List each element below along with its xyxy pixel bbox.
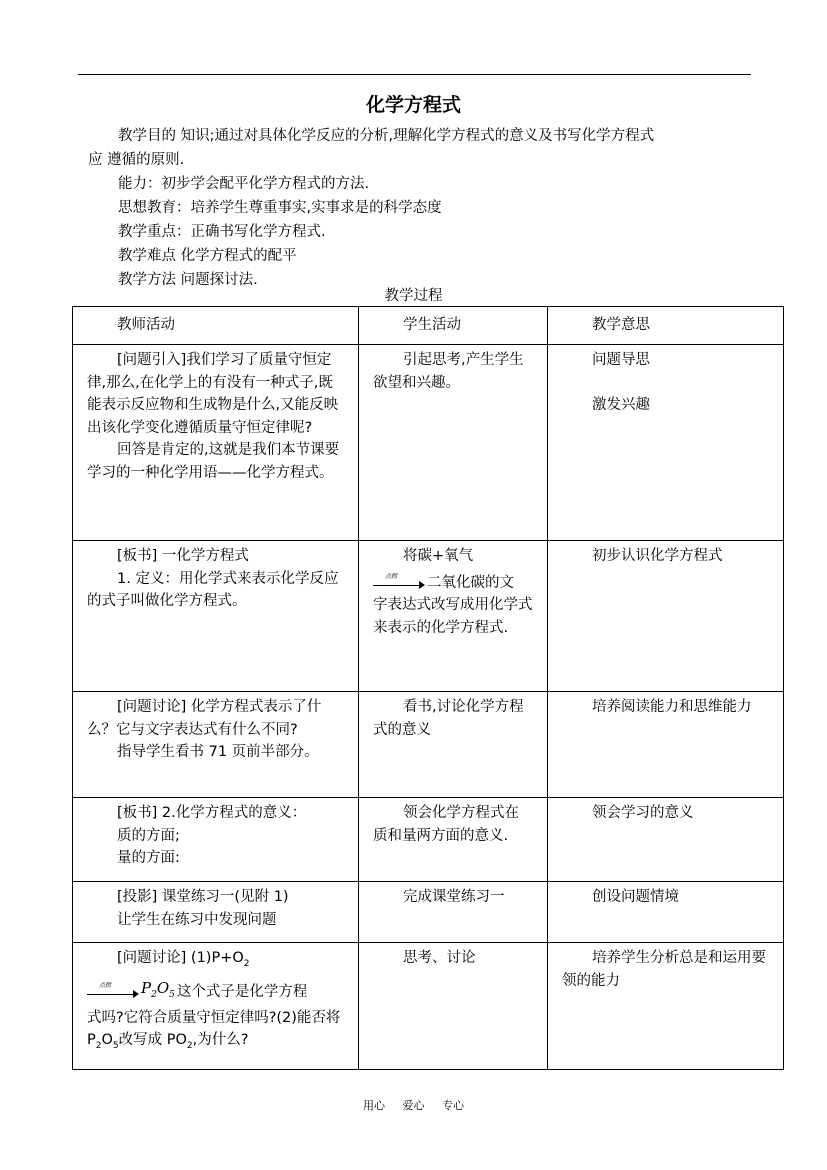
table-row xyxy=(73,345,784,541)
purpose-cell: 创设问题情境 xyxy=(548,882,784,943)
student-cell: 思考、讨论 xyxy=(359,943,548,1070)
table-row xyxy=(73,692,784,798)
page-footer: 用心 爱心 专心 xyxy=(363,1099,464,1112)
student-cell: 引起思考,产生学生欲望和兴趣。 xyxy=(359,345,548,541)
process-caption: 教学过程 xyxy=(384,288,443,304)
difficulty-line: 教学难点 化学方程式的配平 xyxy=(118,248,297,264)
student-cell: 领会化学方程式在质和量两方面的意义. xyxy=(359,798,548,882)
ideology-line: 思想教育：培养学生尊重事实,实事求是的科学态度 xyxy=(118,200,442,216)
student-cell: 将碳+氧气 点燃 二氧化碳的文 字表达式改写成用化学式来表示的化学方程式. xyxy=(359,541,548,692)
purpose-cell: 领会学习的意义 xyxy=(548,798,784,882)
p2o5-formula: $P_2O_5$ xyxy=(141,979,175,1001)
table-row xyxy=(73,882,784,943)
table-header-row xyxy=(73,307,784,345)
header-rule xyxy=(78,74,751,75)
page-title: 化学方程式 xyxy=(365,94,461,116)
purpose-cell: 培养阅读能力和思维能力 xyxy=(548,692,784,798)
teacher-cell: [问题讨论] $(1)P+O_2$ 点燃 $P_2O_5$ 这个式子是化学方程 式吗?它符合质量守恒定律吗?(2)能否将 $P_2O_5$改写成 $PO_2$,为什么? xyxy=(73,943,359,1070)
teacher-cell: [问题讨论] 化学方程式表示了什么？它与文字表达式有什么不同? 指导学生看书 71 页前半部分。 xyxy=(73,692,359,798)
student-cell: 完成课堂练习一 xyxy=(359,882,548,943)
teacher-cell: [投影] 课堂练习一(见附 1) 让学生在练习中发现问题 xyxy=(73,882,359,943)
key-point-line: 教学重点：正确书写化学方程式. xyxy=(118,224,326,240)
table-row xyxy=(73,943,784,1070)
teacher-cell: [问题引入]我们学习了质量守恒定律,那么,在化学上的有没有一种式子,既能表示反应物和生成物是什么,又能反映出该化学变化遵循质量守恒定律呢? 回答是肯定的,这就是我们本节课要学习的一种化学用语——化学方程式。 xyxy=(73,345,359,541)
header-teacher: 教师活动 xyxy=(73,307,359,345)
reaction-arrow-icon: 点燃 xyxy=(373,576,425,590)
objective-line-cont: 应 遵循的原则. xyxy=(88,152,185,168)
method-line: 教学方法 问题探讨法. xyxy=(118,272,258,288)
table-row xyxy=(73,541,784,692)
objective-line: 教学目的 知识;通过对具体化学反应的分析,理解化学方程式的意义及书写化学方程式 xyxy=(118,128,655,144)
student-cell: 看书,讨论化学方程式的意义 xyxy=(359,692,548,798)
teacher-cell: [板书] 2.化学方程式的意义： 质的方面; 量的方面: xyxy=(73,798,359,882)
ability-line: 能力：初步学会配平化学方程式的方法. xyxy=(118,176,370,192)
purpose-cell: 问题导思 激发兴趣 xyxy=(548,345,784,541)
header-purpose: 教学意思 xyxy=(548,307,784,345)
teacher-cell: [板书] 一化学方程式 1. 定义：用化学式来表示化学反应的式子叫做化学方程式。 xyxy=(73,541,359,692)
intro-section xyxy=(88,124,758,292)
reaction-arrow-icon: 点燃 xyxy=(87,985,139,999)
teaching-process-table xyxy=(72,306,784,1070)
table-row xyxy=(73,798,784,882)
header-student: 学生活动 xyxy=(359,307,548,345)
purpose-cell: 初步认识化学方程式 xyxy=(548,541,784,692)
purpose-cell: 培养学生分析总是和运用要领的能力 xyxy=(548,943,784,1070)
